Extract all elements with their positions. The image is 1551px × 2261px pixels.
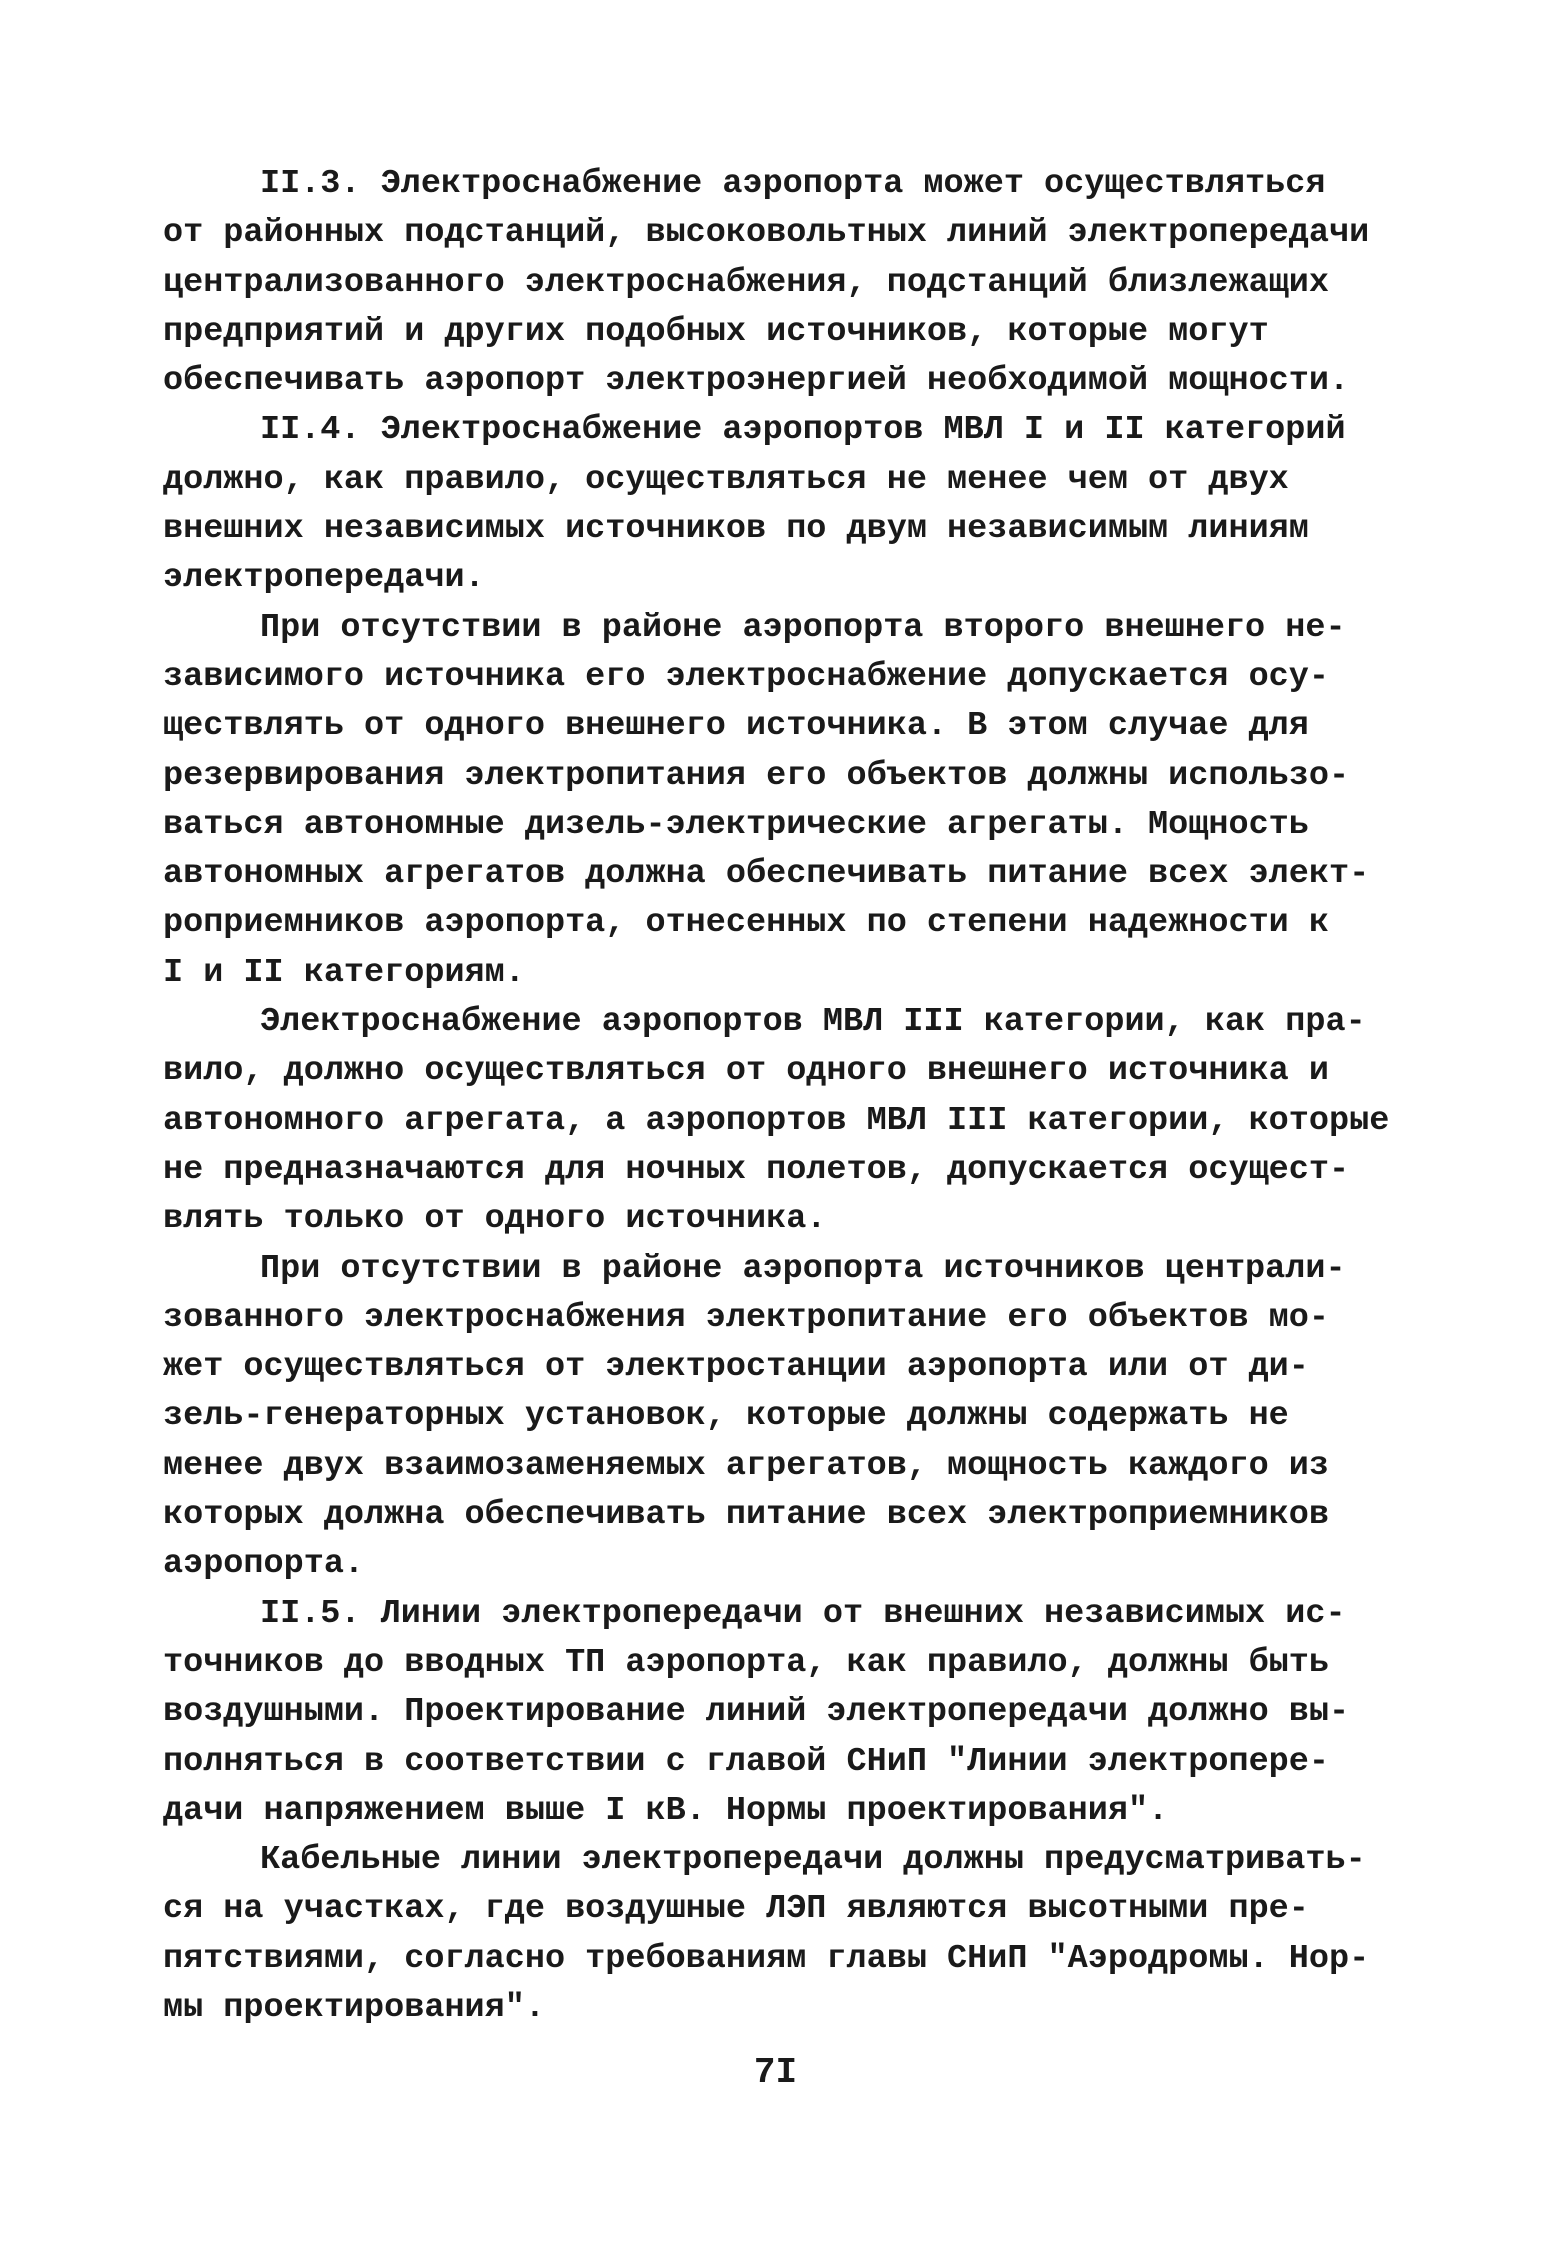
paragraph-first-line: II.4. Электроснабжение аэропортов МВЛ I и II категорий <box>260 411 1346 450</box>
text-line: полняться в соответствии с главой СНиП "Линии электропере- <box>163 1742 1329 1781</box>
text-line: предприятий и других подобных источников, которые могут <box>163 312 1269 351</box>
text-line: электропередачи. <box>163 559 485 598</box>
text-line: зависимого источника его электроснабжение допускается осу- <box>163 657 1329 696</box>
text-line: от районных подстанций, высоковольтных линий электропередачи <box>163 214 1370 253</box>
text-line: зованного электроснабжения электропитание его объектов мо- <box>163 1298 1329 1337</box>
text-line: точников до вводных ТП аэропорта, как правило, должны быть <box>163 1643 1329 1682</box>
text-line: обеспечивать аэропорт электроэнергией необходимой мощности. <box>163 362 1350 401</box>
text-line: мы проектирования". <box>163 1988 545 2027</box>
text-line: пятствиями, согласно требованиям главы СНиП "Аэродромы. Нор- <box>163 1939 1370 1978</box>
text-line: дачи напряжением выше I кВ. Нормы проектирования". <box>163 1791 1169 1830</box>
text-line: роприемников аэропорта, отнесенных по степени надежности к <box>163 904 1329 943</box>
text-line: влять только от одного источника. <box>163 1200 827 1239</box>
text-line: зель-генераторных установок, которые должны содержать не <box>163 1397 1289 1436</box>
text-line: которых должна обеспечивать питание всех электроприемников <box>163 1496 1329 1535</box>
page-number: 7I <box>753 2052 798 2093</box>
text-line: ваться автономные дизель-электрические агрегаты. Мощность <box>163 805 1309 844</box>
text-line: воздушными. Проектирование линий электропередачи должно вы- <box>163 1693 1350 1732</box>
text-line: аэропорта. <box>163 1545 365 1584</box>
text-line: резервирования электропитания его объектов должны использо- <box>163 756 1350 795</box>
paragraph-first-line: Кабельные линии электропередачи должны предусматривать- <box>260 1841 1366 1880</box>
text-line: вило, должно осуществляться от одного внешнего источника и <box>163 1052 1329 1091</box>
paragraph-first-line: Электроснабжение аэропортов МВЛ III категории, как пра- <box>260 1003 1366 1042</box>
text-line: внешних независимых источников по двум независимым линиям <box>163 510 1309 549</box>
text-line: автономного агрегата, а аэропортов МВЛ III категории, которые <box>163 1101 1390 1140</box>
body-text <box>163 160 1393 2033</box>
paragraph-first-line: II.3. Электроснабжение аэропорта может осуществляться <box>260 165 1326 203</box>
text-line: не предназначаются для ночных полетов, допускается осущест- <box>163 1150 1350 1189</box>
paragraph-first-line: II.5. Линии электропередачи от внешних независимых ис- <box>260 1594 1346 1633</box>
text-line: менее двух взаимозаменяемых агрегатов, мощность каждого из <box>163 1446 1329 1485</box>
text-line: автономных агрегатов должна обеспечивать питание всех элект- <box>163 855 1370 894</box>
text-line: ся на участках, где воздушные ЛЭП являются высотными пре- <box>163 1890 1309 1929</box>
text-line: должно, как правило, осуществляться не менее чем от двух <box>163 460 1289 499</box>
text-line: жет осуществляться от электростанции аэропорта или от ди- <box>163 1348 1309 1387</box>
paragraph-first-line: При отсутствии в районе аэропорта источников централи- <box>260 1249 1346 1288</box>
paragraph-first-line: При отсутствии в районе аэропорта второго внешнего не- <box>260 608 1346 647</box>
text-line: централизованного электроснабжения, подстанций близлежащих <box>163 263 1329 302</box>
text-line: ществлять от одного внешнего источника. В этом случае для <box>163 707 1309 746</box>
text-line: I и II категориям. <box>163 953 525 992</box>
